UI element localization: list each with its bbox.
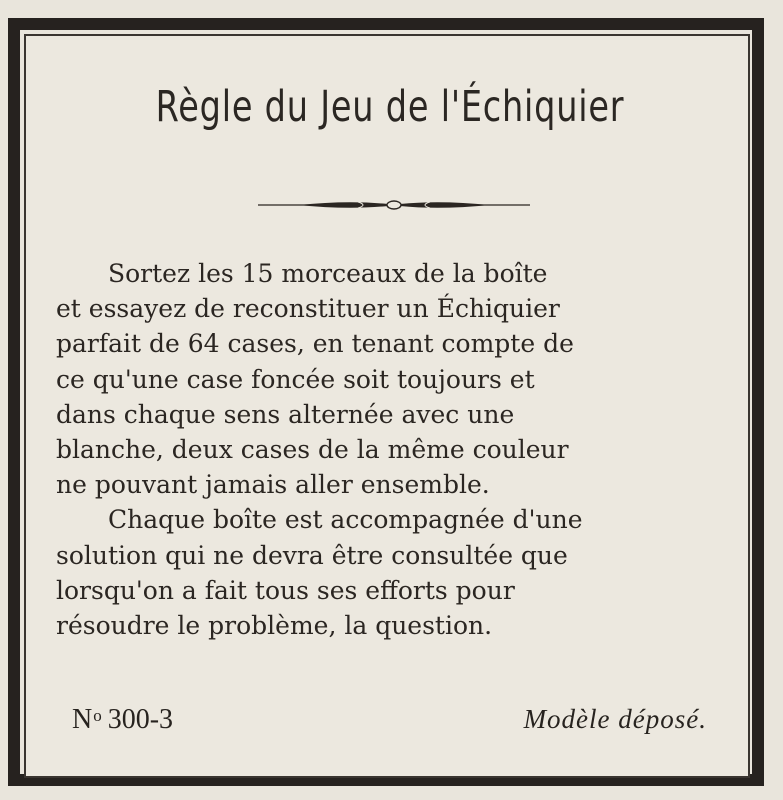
rules-text [56,256,726,643]
registered-design-label: Modèle déposé. [523,704,707,734]
text-line: blanche, deux cases de la même couleur [56,435,569,465]
text-line: Sortez les 15 morceaux de la boîte [108,259,548,288]
number-value: 300-3 [107,704,174,735]
text-line: ne pouvant jamais aller ensemble. [56,470,490,500]
paragraph-2 [56,502,726,643]
decorative-divider-icon [258,196,530,214]
number-prefix: N [72,704,93,735]
model-number [72,704,173,736]
text-line: ce qu'une case foncée soit toujours et [56,364,535,394]
text-line: et essayez de reconstituer un Échiquier [56,294,560,324]
text-line: résoudre le problème, la question. [56,611,493,641]
text-line: dans chaque sens alternée avec une [56,399,515,429]
document-title: Règle du Jeu de l'Échiquier [155,82,625,132]
text-line: parfait de 64 cases, en tenant compte de [56,329,574,359]
paragraph-1 [56,256,726,502]
number-suffix: o [93,706,102,725]
text-line: lorsqu'on a fait tous ses efforts pour [56,575,515,605]
text-line: solution qui ne devra être consultée que [56,540,568,570]
text-line: Chaque boîte est accompagnée d'une [108,505,583,535]
